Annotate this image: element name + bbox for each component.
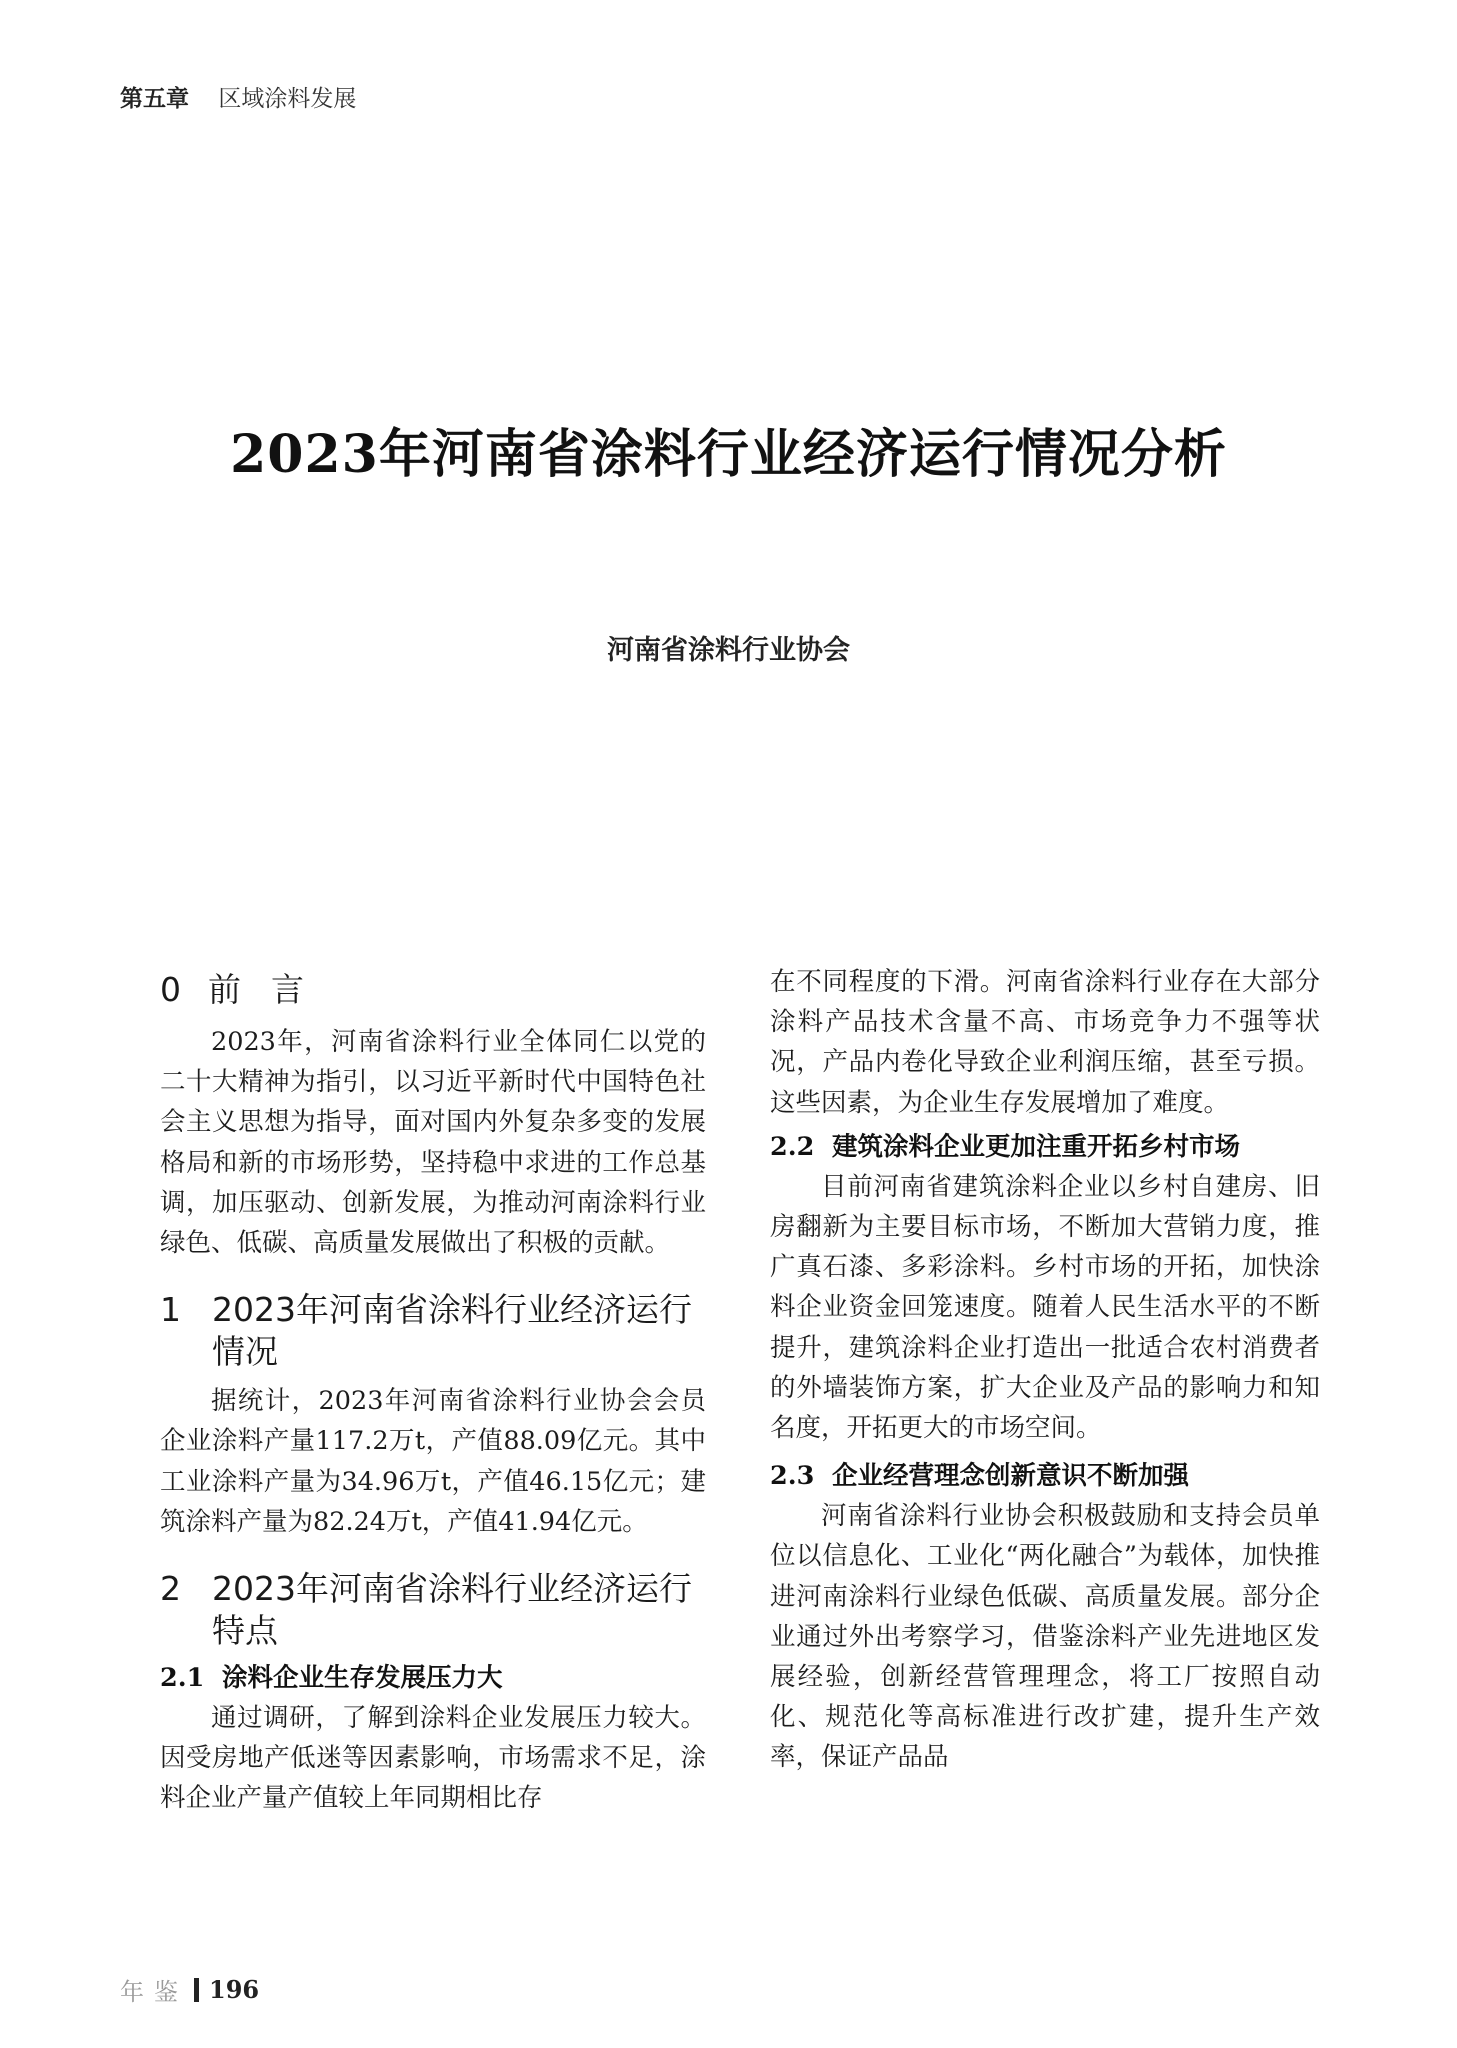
footer-divider bbox=[194, 1978, 199, 2002]
yearbook-label: 年鉴 bbox=[120, 1978, 188, 2006]
right-column bbox=[770, 962, 1320, 1778]
page-number: 196 bbox=[209, 1975, 260, 2004]
article-author: 河南省涂料行业协会 bbox=[607, 635, 850, 666]
running-head bbox=[120, 80, 356, 113]
section-title: 2023年河南省涂料行业经济运行特点 bbox=[212, 1569, 692, 1651]
section-title: 前言 bbox=[208, 970, 334, 1009]
left-column bbox=[160, 968, 706, 1819]
page-footer bbox=[120, 1972, 259, 2007]
subsection-number: 2.1 bbox=[160, 1663, 205, 1694]
section-heading-1 bbox=[160, 1289, 706, 1373]
section-heading-0 bbox=[160, 968, 706, 1012]
section-heading-2 bbox=[160, 1568, 706, 1652]
section-number: 2 bbox=[160, 1569, 181, 1609]
subsection-heading-2-2 bbox=[770, 1127, 1320, 1167]
paragraph-rural-market: 目前河南省建筑涂料企业以乡村自建房、旧房翻新为主要目标市场，不断加大营销力度，推广真石漆、多彩涂料。乡村市场的开拓，加快涂料企业资金回笼速度。随着人民生活水平的不断提升，建筑涂料企业打造出一批适合农村消费者的外墙装饰方案，扩大企业及产品的影响力和知名度，开拓更大的市场空间。 bbox=[770, 1171, 1320, 1444]
paragraph-statistics: 据统计，2023年河南省涂料行业协会会员企业涂料产量117.2万t，产值88.09亿元。其中工业涂料产量为34.96万t，产值46.15亿元；建筑涂料产量为82.24万t，产值41.94亿元。 bbox=[160, 1386, 706, 1537]
subsection-heading-2-1 bbox=[160, 1658, 706, 1698]
subsection-heading-2-3 bbox=[770, 1456, 1320, 1496]
subsection-number: 2.3 bbox=[770, 1461, 815, 1492]
chapter-label: 第五章 bbox=[120, 86, 189, 112]
subsection-title: 建筑涂料企业更加注重开拓乡村市场 bbox=[832, 1131, 1241, 1162]
subsection-number: 2.2 bbox=[770, 1131, 815, 1162]
paragraph-continued: 在不同程度的下滑。河南省涂料行业存在大部分涂料产品技术含量不高、市场竞争力不强等状况，产品内卷化导致企业利润压缩，甚至亏损。这些因素，为企业生存发展增加了难度。 bbox=[770, 967, 1320, 1118]
paragraph-innovation: 河南省涂料行业协会积极鼓励和支持会员单位以信息化、工业化“两化融合”为载体，加快推进河南涂料行业绿色低碳、高质量发展。部分企业通过外出考察学习，借鉴涂料产业先进地区发展经验，创新经营管理理念，将工厂按照自动化、规范化等高标准进行改扩建，提升生产效率，保证产品品 bbox=[770, 1501, 1320, 1773]
section-number: 1 bbox=[160, 1290, 181, 1330]
subsection-title: 涂料企业生存发展压力大 bbox=[222, 1663, 503, 1694]
section-label: 区域涂料发展 bbox=[218, 86, 357, 112]
article-title: 2023年河南省涂料行业经济运行情况分析 bbox=[230, 424, 1227, 485]
subsection-title: 企业经营理念创新意识不断加强 bbox=[832, 1461, 1190, 1492]
paragraph-preface: 2023年，河南省涂料行业全体同仁以党的二十大精神为指引，以习近平新时代中国特色社会主义思想为指导，面对国内外复杂多变的发展格局和新的市场形势，坚持稳中求进的工作总基调，加压驱动、创新发展，为推动河南涂料行业绿色、低碳、高质量发展做出了积极的贡献。 bbox=[160, 1027, 706, 1259]
section-number: 0 bbox=[160, 970, 181, 1009]
section-title: 2023年河南省涂料行业经济运行情况 bbox=[212, 1290, 692, 1372]
paragraph-pressure: 通过调研，了解到涂料企业发展压力较大。因受房地产低迷等因素影响，市场需求不足，涂料企业产量产值较上年同期相比存 bbox=[160, 1703, 706, 1814]
